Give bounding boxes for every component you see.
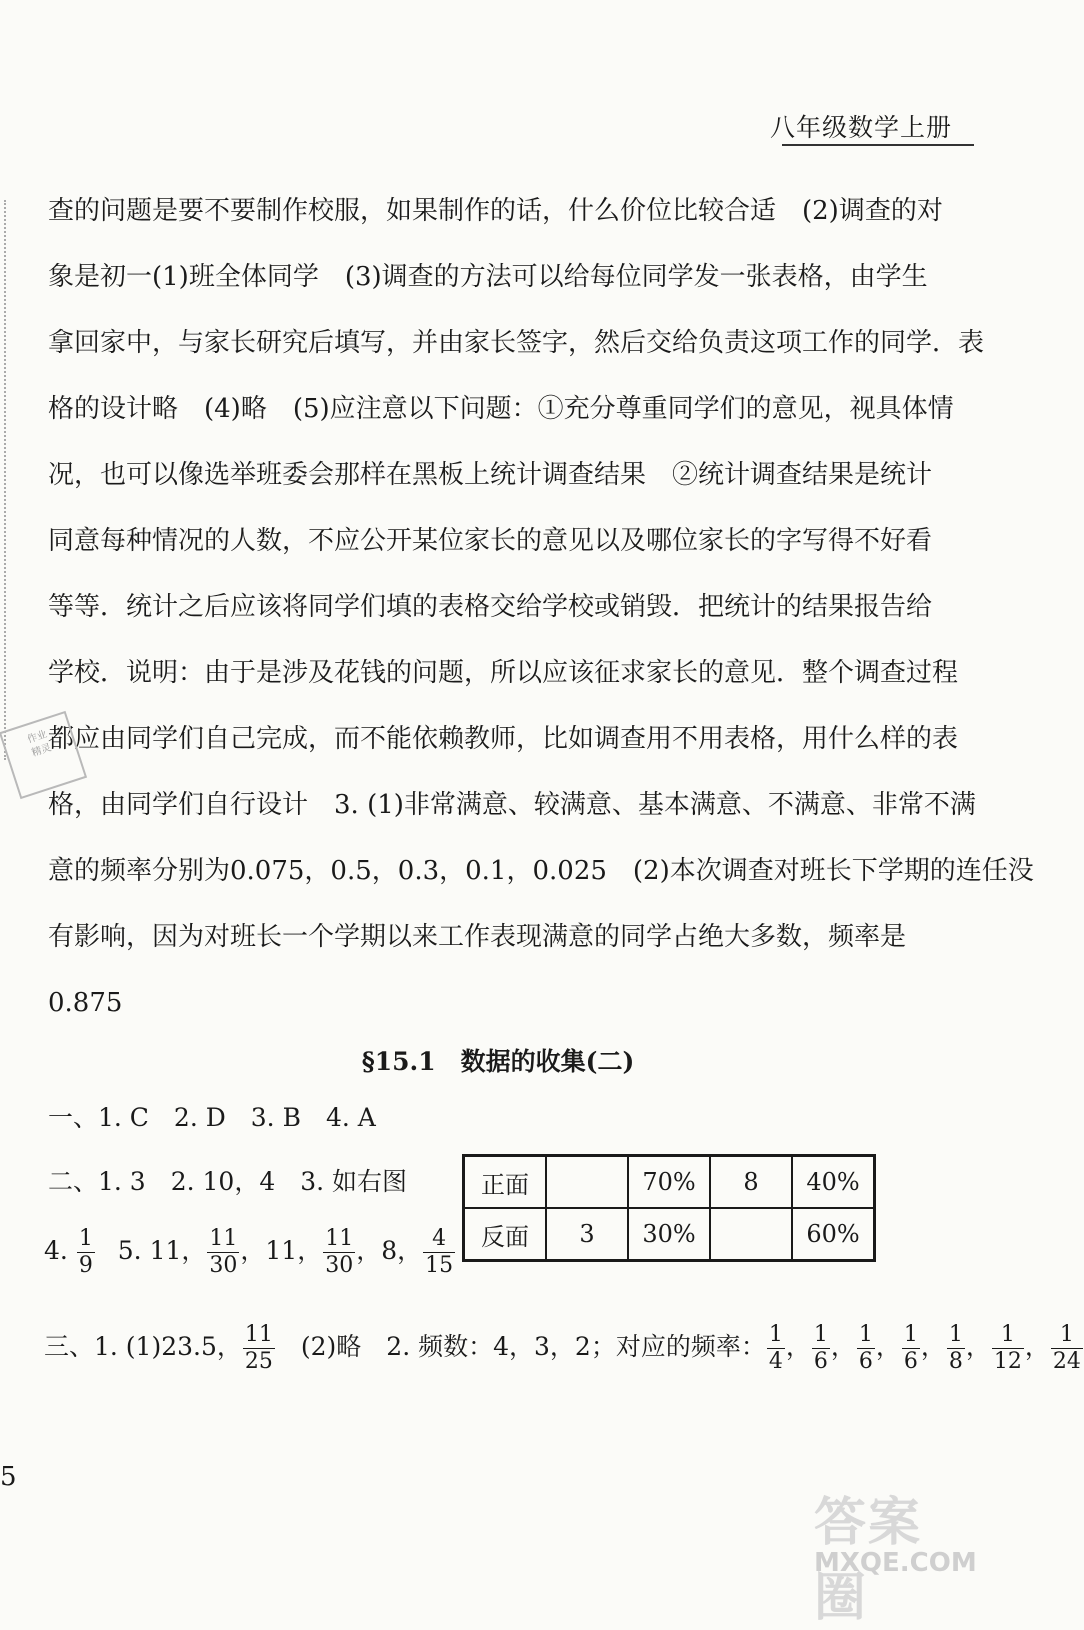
table-cell: 70% bbox=[628, 1156, 710, 1209]
table-cell: 40% bbox=[792, 1156, 875, 1209]
paragraph-line: 0.875 bbox=[48, 988, 123, 1018]
fraction: $\frac{1}{4}$ bbox=[768, 1322, 783, 1374]
fraction: $\frac{1}{6}$ bbox=[903, 1322, 918, 1374]
paragraph-line: 况，也可以像选举班委会那样在黑板上统计调查结果 ②统计调查结果是统计 bbox=[48, 460, 933, 490]
table-cell: 正面 bbox=[464, 1156, 547, 1209]
table-cell: 8 bbox=[710, 1156, 792, 1209]
paragraph-line: 有影响，因为对班长一个学期以来工作表现满意的同学占绝大多数，频率是 bbox=[48, 922, 907, 952]
answers-part2-line1: 二、1. 3 2. 10，4 3. 如右图 bbox=[48, 1167, 408, 1196]
fraction: $\frac{1}{24}$ bbox=[1052, 1322, 1081, 1374]
paragraph-line: 学校．说明：由于是涉及花钱的问题，所以应该征求家长的意见．整个调查过程 bbox=[48, 658, 959, 688]
paragraph-line: 拿回家中，与家长研究后填写，并由家长签字，然后交给负责这项工作的同学．表 bbox=[48, 328, 985, 358]
paragraph-line: 象是初一(1)班全体同学 (3)调查的方法可以给每位同学发一张表格，由学生 bbox=[48, 262, 928, 292]
fraction: $\frac{1}{12}$ bbox=[993, 1322, 1022, 1374]
binding-dots bbox=[4, 200, 6, 760]
paragraph-line: 等等．统计之后应该将同学们填的表格交给学校或销毁．把统计的结果报告给 bbox=[48, 592, 933, 622]
table-row bbox=[464, 1156, 875, 1209]
fraction: $\frac{1}{6}$ bbox=[858, 1322, 873, 1374]
table-cell: 反面 bbox=[464, 1208, 547, 1261]
watermark-logo: 答案圈 MXQE.COM bbox=[814, 1492, 977, 1628]
header-title: 八年级数学上册 bbox=[769, 113, 952, 142]
table-cell: 3 bbox=[546, 1208, 628, 1261]
fraction: $\frac{1}{9}$ bbox=[78, 1226, 93, 1278]
fraction: $\frac{1}{6}$ bbox=[813, 1322, 828, 1374]
stamp-seal: 作业 精灵 bbox=[0, 711, 87, 799]
table-row bbox=[464, 1208, 875, 1261]
fraction: $\frac{11}{30}$ bbox=[209, 1226, 238, 1278]
fraction: $\frac{1}{8}$ bbox=[948, 1322, 963, 1374]
paragraph-line: 同意每种情况的人数，不应公开某位家长的意见以及哪位家长的字写得不好看 bbox=[48, 526, 933, 556]
header-rule bbox=[782, 144, 974, 146]
answers-part2-line2: 4. $\frac{1}{9}$ 5. 11， $\frac{11}{30}$ ，11， $\frac{11}{30}$ ，8， $\frac{4}{15}$ bbox=[44, 1226, 454, 1278]
answer-paragraph bbox=[48, 178, 1034, 1036]
answers-part1: 一、1. C 2. D 3. B 4. A bbox=[48, 1103, 376, 1132]
table-cell bbox=[546, 1156, 628, 1209]
paragraph-line: 意的频率分别为0.075，0.5，0.3，0.1，0.025 (2)本次调查对班长下学期的连任没 bbox=[48, 856, 1034, 886]
answers-part3: 三、1. (1)23.5， $\frac{11}{25}$ (2)略 2. 频数：4，3，2；对应的频率： $\frac{1}{4}$ ， $\frac{1}{6}$ ， $\frac{1}{6}$ ， $\frac{1}{6}$ ， $\frac{1}{8}$ ， $\frac{1}{12}$ ， $\frac{1}{24}$ bbox=[44, 1322, 1081, 1374]
paragraph-line: 格，由同学们自行设计 3. (1)非常满意、较满意、基本满意、不满意、非常不满 bbox=[48, 790, 976, 820]
paragraph-line: 查的问题是要不要制作校服，如果制作的话，什么价位比较合适 (2)调查的对 bbox=[48, 196, 943, 226]
fraction: $\frac{11}{30}$ bbox=[325, 1226, 354, 1278]
fraction: $\frac{4}{15}$ bbox=[425, 1226, 454, 1278]
table-cell bbox=[710, 1208, 792, 1261]
table-cell: 30% bbox=[628, 1208, 710, 1261]
section-title: §15.1 数据的收集(二) bbox=[361, 1047, 635, 1076]
coin-frequency-table bbox=[462, 1154, 876, 1262]
table-cell: 60% bbox=[792, 1208, 875, 1261]
paragraph-line: 都应由同学们自己完成，而不能依赖教师，比如调查用不用表格，用什么样的表 bbox=[48, 724, 959, 754]
page-number: 5 bbox=[0, 1462, 17, 1492]
paragraph-line: 格的设计略 (4)略 (5)应注意以下问题：①充分尊重同学们的意见，视具体情 bbox=[48, 394, 954, 424]
fraction: $\frac{11}{25}$ bbox=[244, 1322, 273, 1374]
